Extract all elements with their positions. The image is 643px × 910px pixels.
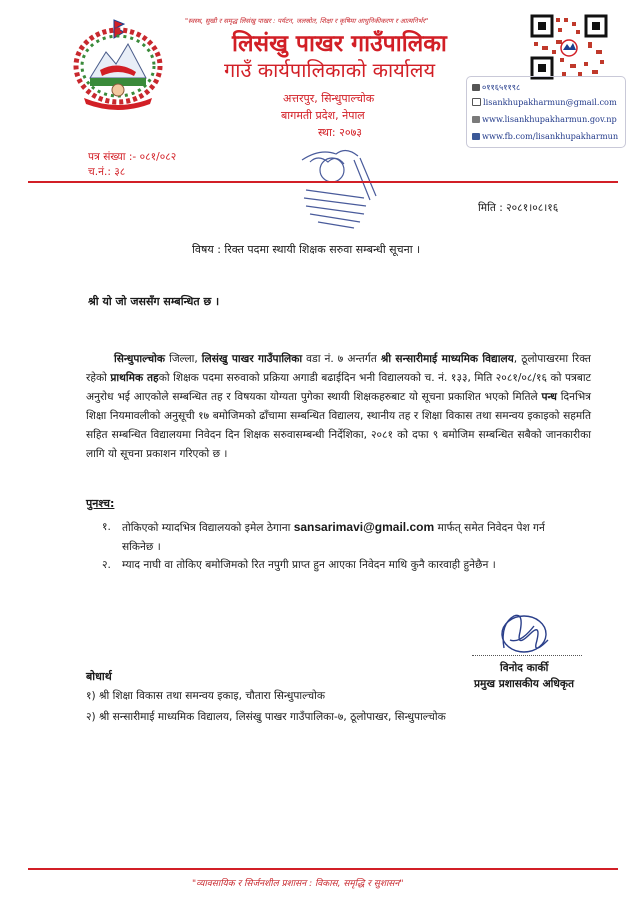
notice-body bbox=[86, 350, 591, 464]
letter-subject: विषय : रिक्त पदमा स्थायी शिक्षक सरुवा सम्बन्धी सूचना । bbox=[192, 243, 421, 256]
qr-code-icon bbox=[530, 14, 608, 80]
postscript-item-2-text: म्याद नाघी वा तोकिए बमोजिमको रित नपुगी प्राप्त हुन आएका निवेदन माथि कुनै कारवाही हुनेछैन । bbox=[122, 559, 496, 571]
postscript-heading: पुनश्च: bbox=[86, 497, 115, 510]
cc-item-1: १) श्री शिक्षा विकास तथा समन्वय इकाइ, चौतारा सिन्धुपाल्चोक bbox=[86, 690, 326, 702]
letter-date: मिति : २०८१।०८।१६ bbox=[478, 202, 559, 214]
office-name: गाउँ कार्यपालिकाको कार्यालय bbox=[224, 58, 436, 82]
postscript-item-2 bbox=[102, 556, 572, 575]
address-line-1: अत्तरपुर, सिन्धुपाल्चोक bbox=[283, 92, 375, 105]
notice-body-segment: पन्ध bbox=[541, 391, 557, 403]
notice-body-segment: जिल्ला, bbox=[165, 353, 202, 365]
dispatch-number: च.नं.: ३८ bbox=[88, 166, 126, 178]
official-stamp bbox=[284, 140, 384, 240]
notice-body-segment: को शिक्षक पदमा सरुवाको प्रक्रिया अगाडी बढाईदिन भनी विद्यालयको च. नं. १३३, मिति २०८१/०८/१६ को पत्रबाट अनुरोध भई आएकोले सम्बन्धित तह र विषयका योग्यता पुगेका स्थायी शिक्षकहरुबाट यो सूचना प्रकाशित भएको मितिले bbox=[86, 372, 591, 403]
notice-body-segment: , ठूलोपाखरमा रिक्त रहेको bbox=[86, 353, 591, 384]
email-link[interactable]: lisankhupakharmun@gmail.com bbox=[483, 97, 617, 107]
notice-body-segment: लिसंखु पाखर गाउँपालिका bbox=[201, 353, 303, 365]
postscript-item-1 bbox=[102, 518, 572, 557]
address-line-2: बागमती प्रदेश, नेपाल bbox=[281, 109, 365, 122]
notice-body-segment: वडा नं. ७ अन्तर्गत bbox=[302, 353, 381, 365]
footer-divider bbox=[28, 868, 618, 870]
salutation: श्री यो जो जससँग सम्बन्धित छ । bbox=[88, 295, 220, 308]
notice-body-segment: सिन्धुपाल्चोक bbox=[114, 353, 166, 365]
postscript-item-1-number: १. bbox=[102, 521, 111, 533]
header-divider bbox=[28, 181, 618, 183]
phone-row bbox=[472, 82, 520, 93]
nepal-emblem bbox=[66, 16, 170, 112]
signer-title: प्रमुख प्रशासकीय अधिकृत bbox=[474, 678, 575, 690]
reference-number: पत्र संख्या :- ०८१/०८२ bbox=[88, 151, 177, 163]
signer-name: विनोद कार्की bbox=[500, 662, 549, 674]
website-link[interactable]: www.lisankhupakharmun.gov.np bbox=[482, 114, 617, 124]
header-motto: "स्वस्थ, सुखी र समृद्ध लिसंखु पाखर : पर्यटन, जलस्रोत, शिक्षा र कृषिमा आधुनिकीकरण र आत्मनिर्भर" bbox=[185, 17, 429, 25]
facebook-icon bbox=[472, 133, 480, 140]
facebook-link[interactable]: www.fb.com/lisankhupakharmun bbox=[482, 131, 619, 141]
phone-number: ०११६५११९८ bbox=[482, 82, 521, 92]
notice-body-segment: प्राथमिक तह bbox=[110, 372, 159, 384]
cc-item-2: २) श्री सन्सारीमाई माध्यमिक विद्यालय, लिसंखु पाखर गाउँपालिका-७, ठूलोपाखर, सिन्धुपाल्चोक bbox=[86, 711, 446, 723]
signature-dots bbox=[472, 655, 582, 656]
postscript-item-2-number: २. bbox=[102, 559, 111, 571]
email-icon bbox=[472, 98, 481, 106]
established-year: स्था: २०७३ bbox=[318, 126, 363, 139]
cc-heading: बोधार्थ bbox=[86, 670, 112, 683]
facebook-row bbox=[472, 131, 618, 141]
footer-motto: "व्यावसायिक र सिर्जनशील प्रशासन : विकास, समृद्धि र सुशासन" bbox=[192, 879, 404, 889]
organization-name: लिसंखु पाखर गाउँपालिका bbox=[232, 31, 447, 57]
email-row bbox=[472, 97, 617, 107]
postscript-item-1-text-after: मार्फत् समेत निवेदन पेश गर्न सकिनेछ । bbox=[122, 522, 545, 553]
phone-icon bbox=[472, 84, 480, 91]
school-email[interactable]: sansarimavi@gmail.com bbox=[293, 520, 435, 534]
notice-body-segment: श्री सन्सारीमाई माध्यमिक विद्यालय bbox=[380, 353, 514, 365]
postscript-item-1-text: तोकिएको म्यादभित्र विद्यालयको इमेल ठेगाना bbox=[122, 522, 294, 534]
website-row bbox=[472, 114, 617, 124]
notice-body-segment: दिनभित्र शिक्षा नियमावलीको अनुसूची १७ बमोजिमको ढाँचामा सम्बन्धित विद्यालय, स्थानीय तह र शिक्षा विकास तथा समन्वय इकाइको सहमति सहित सम्बन्धित विद्यालयमा निवेदन दिन शिक्षक सरुवासम्बन्धी निर्देशिका, २०८१ को दफा ९ बमोजिम सम्बन्धित सबैको जानकारीका लागि यो सूचना प्रकाशन गरिएको छ । bbox=[86, 391, 591, 460]
globe-icon bbox=[472, 116, 480, 123]
